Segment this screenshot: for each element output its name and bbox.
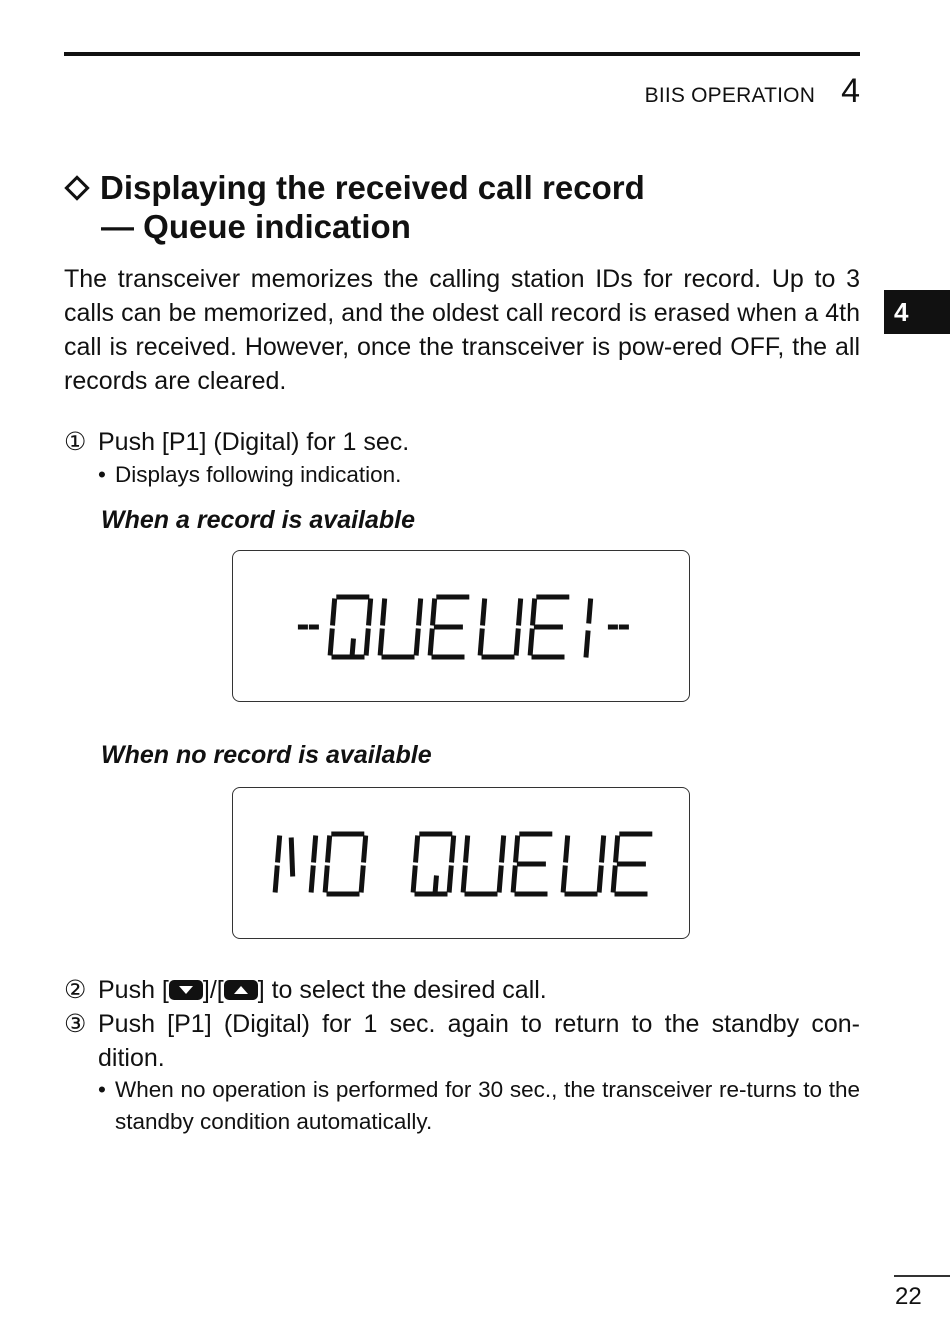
down-arrow-key-icon xyxy=(169,980,203,1000)
section-title xyxy=(64,168,645,246)
display-caption-2: When no record is available xyxy=(101,741,432,769)
diamond-bullet-icon xyxy=(64,175,89,200)
step-1 xyxy=(64,425,860,459)
step-2 xyxy=(64,973,860,1007)
step-number: ② xyxy=(64,976,87,1004)
bullet-text: Displays following indication. xyxy=(115,462,402,487)
step-number: ① xyxy=(64,428,87,456)
step-number: ③ xyxy=(64,1010,87,1038)
lcd-segment-text xyxy=(233,788,691,940)
step-text xyxy=(98,973,860,1007)
step-text-part: ] to select the desired call. xyxy=(257,976,547,1004)
running-header xyxy=(645,72,860,111)
display-caption-1: When a record is available xyxy=(101,506,416,534)
section-name: BIIS OPERATION xyxy=(644,84,816,107)
side-tab-label: 4 xyxy=(894,296,909,327)
title-line-1: Displaying the received call record xyxy=(100,169,645,206)
top-rule xyxy=(64,52,860,56)
bullet-dot: • xyxy=(98,462,106,487)
chapter-side-tab xyxy=(884,290,950,334)
bullet-text: When no operation is performed for 30 sec., the transceiver re-turns to the standby condition automatically. xyxy=(115,1077,860,1134)
bullet-dot: • xyxy=(98,1077,106,1102)
step-3-bullet xyxy=(98,1074,860,1138)
footer-rule xyxy=(894,1275,950,1277)
step-text: Push [P1] (Digital) for 1 sec. xyxy=(98,428,410,456)
step-text-part: Push [ xyxy=(98,976,169,1004)
lcd-display-queue xyxy=(232,550,690,702)
title-line-2: — Queue indication xyxy=(101,208,411,245)
lcd-display-no-queue xyxy=(232,787,690,939)
lcd-segment-text xyxy=(233,551,691,703)
intro-paragraph: The transceiver memorizes the calling station IDs for record. Up to 3 calls can be memorized, and the oldest call record is erased when a 4th call is received. However, once the transceiver is pow-ered OFF, the all records are cleared. xyxy=(64,265,860,395)
up-arrow-key-icon xyxy=(224,980,258,1000)
step-1-bullet xyxy=(98,459,860,491)
chapter-number: 4 xyxy=(841,72,860,110)
step-text: Push [P1] (Digital) for 1 sec. again to return to the standby con-dition. xyxy=(98,1010,860,1072)
step-text-part: ]/[ xyxy=(202,976,224,1004)
step-3 xyxy=(64,1007,860,1075)
page-number: 22 xyxy=(895,1283,922,1310)
